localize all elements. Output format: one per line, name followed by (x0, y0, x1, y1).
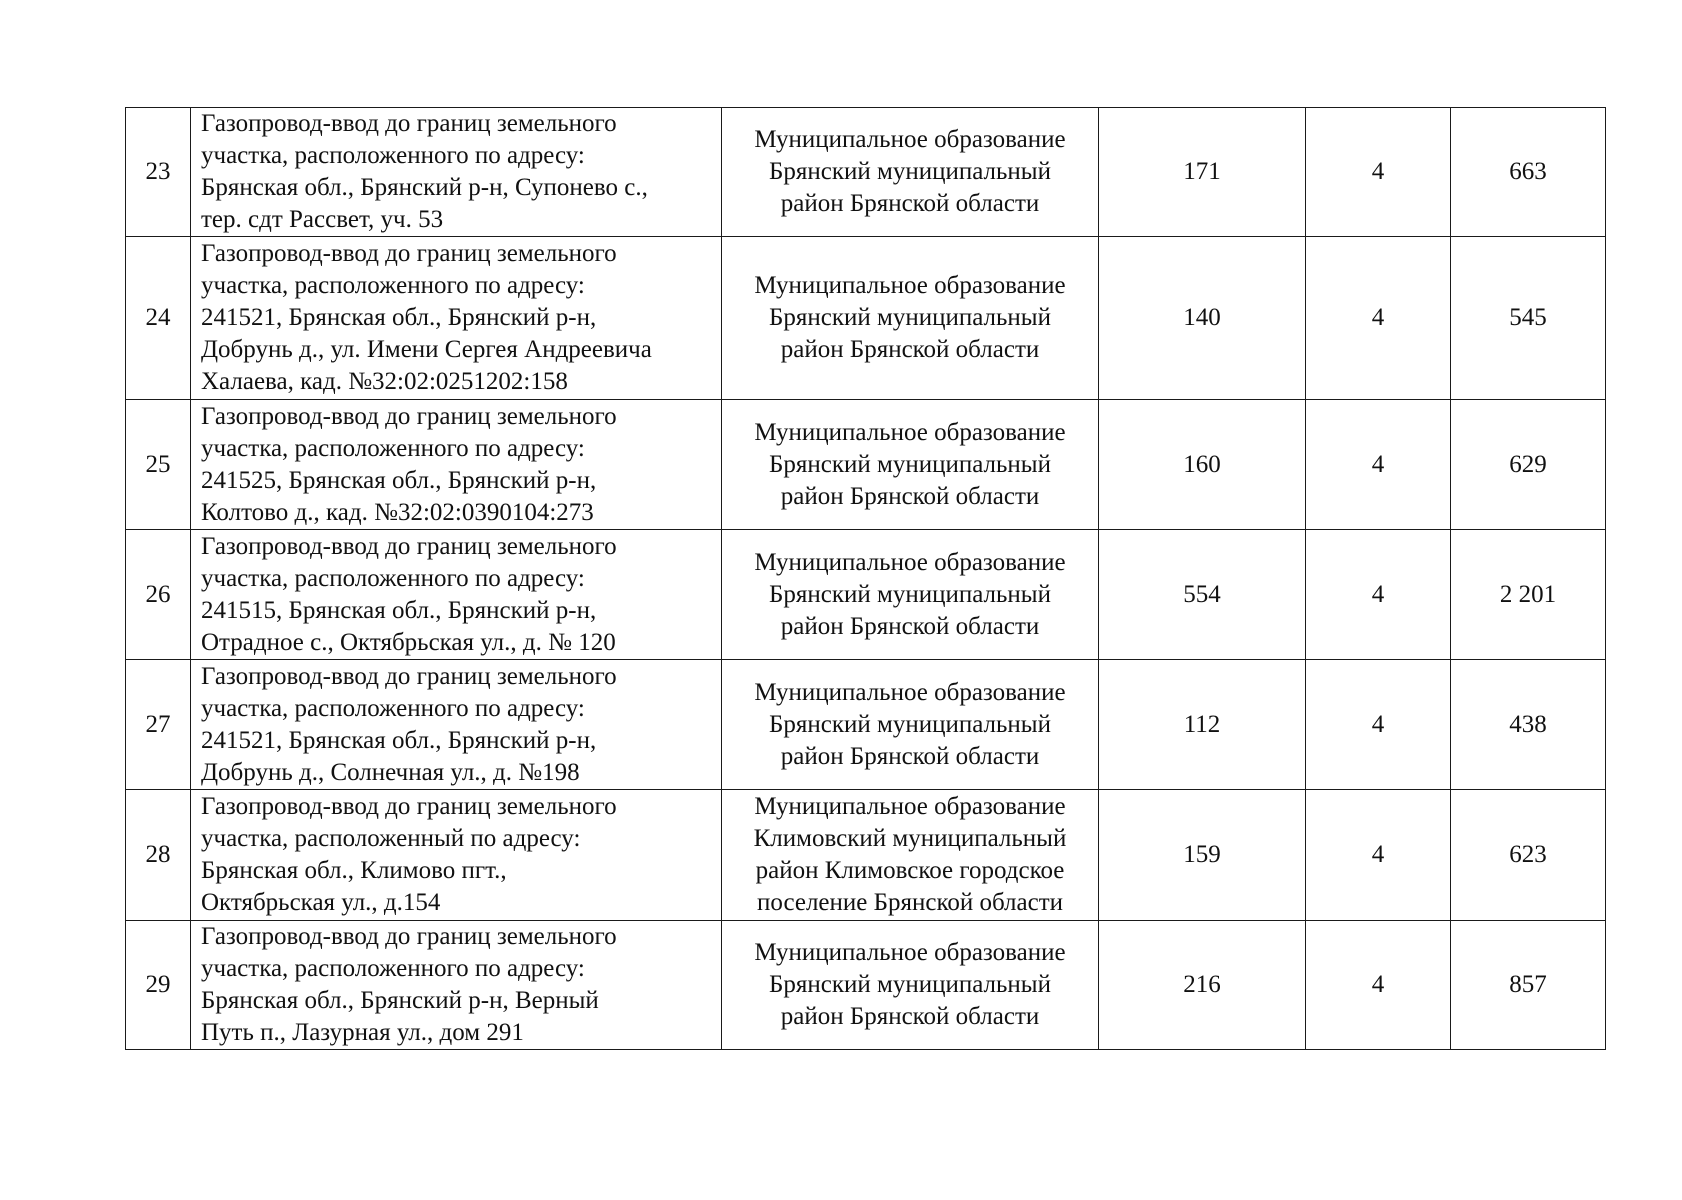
owner-name: Муниципальное образование Климовский муниципальный район Климовское городское поселение Брянской области (753, 793, 1067, 916)
row-number: 27 (126, 660, 191, 790)
object-description-cell (191, 790, 722, 921)
diameter-value: 4 (1306, 237, 1451, 400)
length-value: 159 (1099, 790, 1306, 921)
row-number: 25 (126, 400, 191, 530)
owner-cell (722, 108, 1099, 237)
diameter-value: 4 (1306, 108, 1451, 237)
table-row (126, 790, 1606, 921)
owner-cell (722, 530, 1099, 660)
owner-name: Муниципальное образование Брянский муниципальный район Брянской области (754, 272, 1066, 363)
length-value: 554 (1099, 530, 1306, 660)
object-description: Газопровод-ввод до границ земельного участка, расположенного по адресу: Брянская обл., Брянский р-н, Верный Путь п., Лазурная ул., дом 291 (201, 923, 617, 1046)
owner-cell (722, 237, 1099, 400)
object-description: Газопровод-ввод до границ земельного участка, расположенного по адресу: 241515, Брянская обл., Брянский р-н, Отрадное с., Октябрьская ул., д. № 120 (201, 532, 617, 656)
object-description-cell (191, 660, 722, 790)
length-value: 171 (1099, 108, 1306, 237)
cost-value: 663 (1451, 108, 1606, 237)
object-description-cell (191, 530, 722, 660)
row-number: 23 (126, 108, 191, 237)
length-value: 160 (1099, 400, 1306, 530)
property-table (125, 107, 1606, 1050)
owner-name: Муниципальное образование Брянский муниципальный район Брянской области (754, 418, 1066, 510)
table-row (126, 108, 1606, 237)
object-description: Газопровод-ввод до границ земельного участка, расположенного по адресу: 241521, Брянская обл., Брянский р-н, Добрунь д., Солнечная ул., д. №198 (201, 662, 617, 786)
cost-value: 857 (1451, 921, 1606, 1050)
object-description-cell (191, 108, 722, 237)
table-row (126, 400, 1606, 530)
owner-cell (722, 400, 1099, 530)
owner-name: Муниципальное образование Брянский муниципальный район Брянской области (754, 678, 1066, 770)
cost-value: 438 (1451, 660, 1606, 790)
diameter-value: 4 (1306, 530, 1451, 660)
owner-name: Муниципальное образование Брянский муниципальный район Брянской области (754, 548, 1066, 640)
owner-name: Муниципальное образование Брянский муниципальный район Брянской области (754, 126, 1066, 217)
diameter-value: 4 (1306, 790, 1451, 921)
diameter-value: 4 (1306, 400, 1451, 530)
object-description: Газопровод-ввод до границ земельного участка, расположенного по адресу: 241521, Брянская обл., Брянский р-н, Добрунь д., ул. Имени Сергея Андреевича Халаева, кад. №32:02:0251202:158 (201, 240, 652, 395)
object-description: Газопровод-ввод до границ земельного участка, расположенный по адресу: Брянская обл., Климово пгт., Октябрьская ул., д.154 (201, 793, 617, 916)
table-row (126, 530, 1606, 660)
length-value: 112 (1099, 660, 1306, 790)
table-row (126, 660, 1606, 790)
row-number: 29 (126, 921, 191, 1050)
owner-cell (722, 660, 1099, 790)
owner-cell (722, 790, 1099, 921)
diameter-value: 4 (1306, 660, 1451, 790)
length-value: 140 (1099, 237, 1306, 400)
object-description-cell (191, 237, 722, 400)
object-description: Газопровод-ввод до границ земельного участка, расположенного по адресу: Брянская обл., Брянский р-н, Супонево с., тер. сдт Рассвет, уч. 53 (201, 110, 648, 233)
owner-cell (722, 921, 1099, 1050)
row-number: 28 (126, 790, 191, 921)
row-number: 26 (126, 530, 191, 660)
object-description: Газопровод-ввод до границ земельного участка, расположенного по адресу: 241525, Брянская обл., Брянский р-н, Колтово д., кад. №32:02:0390104:273 (201, 402, 617, 526)
owner-name: Муниципальное образование Брянский муниципальный район Брянской области (754, 939, 1066, 1030)
diameter-value: 4 (1306, 921, 1451, 1050)
table-row (126, 237, 1606, 400)
cost-value: 545 (1451, 237, 1606, 400)
cost-value: 623 (1451, 790, 1606, 921)
cost-value: 2 201 (1451, 530, 1606, 660)
row-number: 24 (126, 237, 191, 400)
object-description-cell (191, 921, 722, 1050)
cost-value: 629 (1451, 400, 1606, 530)
length-value: 216 (1099, 921, 1306, 1050)
object-description-cell (191, 400, 722, 530)
table-row (126, 921, 1606, 1050)
